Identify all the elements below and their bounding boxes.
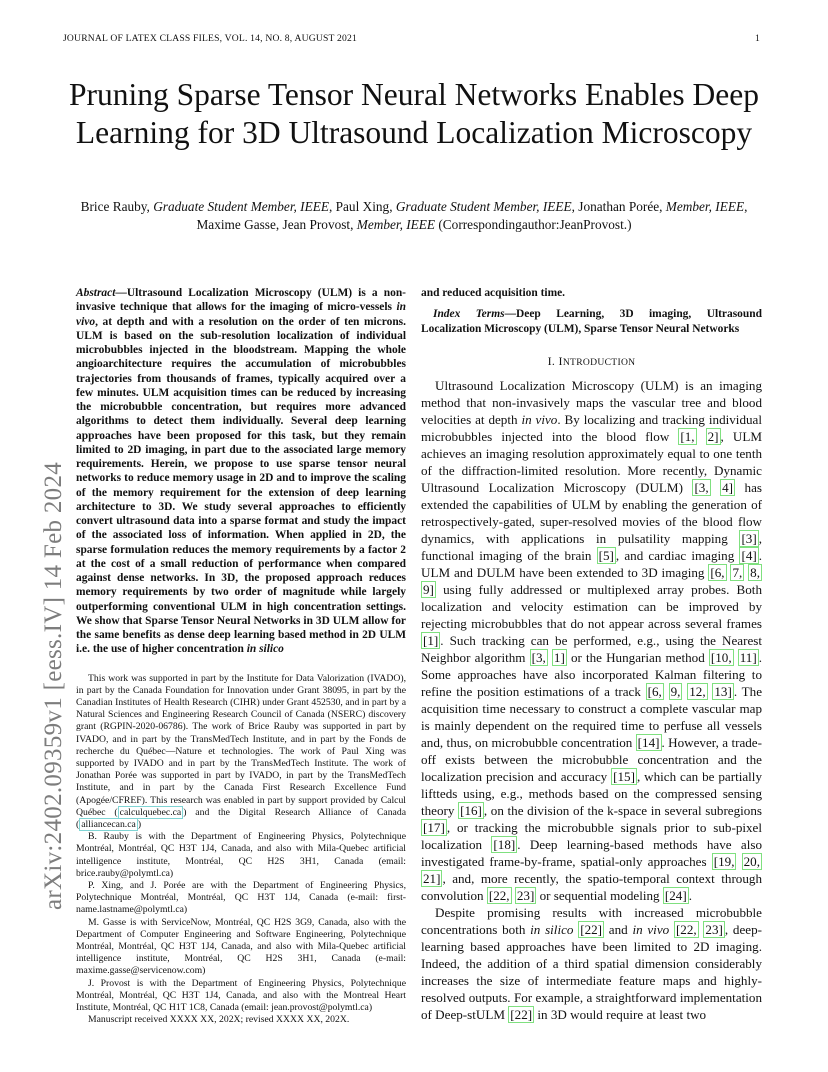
citation-link[interactable]: [22, [675,921,697,937]
page-number: 1 [755,33,760,44]
index-terms-text: —Deep Learning, 3D imaging, Ultrasound Localization Microscopy (ULM), Sparse Tensor Neural Networks [421,308,762,335]
body-text: , or tracking the microbubble signals prior to sub-pixel localization [421,819,762,852]
footnote-text: ) [137,818,142,830]
author-role: Member, IEEE [356,217,436,232]
right-column [421,286,762,1023]
footnote-manuscript: Manuscript received XXXX XX, 202X; revised XXXX XX, 202X. [88,1014,350,1026]
citation-link[interactable]: [14] [637,734,660,750]
author-role: Graduate Student Member, IEEE [395,199,572,214]
citation-link[interactable]: [22] [510,1006,533,1022]
body-text: and [604,921,633,937]
body-text: . Deep learning-based methods have also investigated frame-by-frame, spatial-only approaches [421,836,762,869]
section-number: I. [547,353,556,368]
body-text: , and cardiac imaging [615,547,740,563]
body-italic: in vivo [521,411,558,427]
citation-link[interactable]: 4] [722,479,734,495]
citation-link[interactable]: [1, [680,428,695,444]
body-text: , deep-learning based approaches have been limited to 2D imaging. Indeed, the addition of a third spatial dimension considerably increases the size of intermediate feature maps and highly-resolved outputs. For example, a straightforward implementation of Deep-stULM [421,921,762,1022]
citation-link[interactable]: [17] [423,819,445,835]
abstract-italic: in silico [246,643,284,656]
citation-link[interactable]: 1] [553,649,565,665]
footnote-text: ) and the Digital Research Alliance of Canada ( [76,806,406,830]
intro-paragraph-1 [421,377,762,904]
link-calculquebec[interactable]: calculquebec.ca [119,806,182,818]
body-text: Ultrasound Localization Microscopy (ULM) is an imaging method that non-invasively maps the vascular tree and blood velocities at depth [421,377,762,427]
citation-link[interactable]: [22] [580,921,603,937]
citation-link[interactable]: [3] [741,530,757,546]
author-text: Brice Rauby, [80,199,154,214]
body-text: . ULM and DULM have been extended to 3D imaging [421,547,763,580]
running-header: JOURNAL OF LATEX CLASS FILES, VOL. 14, NO. 8, AUGUST 2021 [63,33,357,44]
body-text: or sequential modeling [536,887,663,903]
citation-link[interactable]: [10, [710,649,732,665]
section-title-rest: NTRODUCTION [562,356,636,368]
citation-link[interactable]: [5] [598,547,614,563]
citation-link[interactable]: [19, [713,853,735,869]
citation-link[interactable]: 2] [707,428,719,444]
section-heading [421,354,762,369]
body-text: . The acquisition time necessary to construct a complete vascular map is mainly dependent on the required time to perfuse all vessels and, thus, on microbubble concentration [421,683,763,750]
author-role: Graduate Student Member, IEEE [153,199,329,214]
body-italic: in silico [530,921,574,937]
body-text: . However, a trade-off exists between the microbubble concentration and the localization precision and accuracy [421,734,762,784]
author-role: Member, IEEE [665,199,745,214]
author-text: , Maxime Gasse, Jean Provost, [196,199,748,232]
abstract-italic: in vivo [76,301,406,328]
citation-link[interactable]: [6, [710,564,725,580]
abstract-text: —Ultrasound Localization Microscopy (ULM) is a non-invasive technique that allows for the imaging of micro-vessels [76,287,406,314]
body-text: in 3D would require at least two [534,1006,707,1022]
body-text: using fully addressed or multiplexed array probes. Both localization and velocity estimation can be improved by rejecting microbubbles that do not appear across several frames [421,581,762,631]
citation-link[interactable]: [6, [647,683,662,699]
body-text: Despite promising results with increased microbubble concentrations both [421,904,762,937]
body-text: . By localizing and tracking individual microbubbles injected into the blood flow [421,411,762,444]
body-text: , and, more recently, the spatio-temporal context through convolution [421,870,762,903]
index-terms-label: Index Terms [433,308,505,321]
footnote-text: This work was supported in part by the Institute for Data Valorization (IVADO), in part by the Canada Foundation for Innovation under Grant 38095, in part by the Canadian Institutes of Health Research (CIHR) under Grant 452530, and in part by a Natural Sciences and Engineering Research Council of Canada (NSERC) discovery grant (RGPIN-2020-06786). The work of Brice Rauby was supported in part by IVADO, and in part by the TransMedTech Institute, and in part by the Fonds de recherche du Québec—Nature et technologies. The work of Paul Xing was supported by IVADO and in part by the TransMedTech Institute. The work of Jonathan Porée was supported in part by IVADO, in part by the TransMedTech Institute, and in part by the Canada First Research Excellence Fund (Apogée/CFREF). This research was enabled in part by support provided by Calcul Québec ( [76,672,406,818]
citation-link[interactable]: 21] [423,870,441,886]
citation-link[interactable]: 8, [750,564,760,580]
footnote-funding [76,673,406,832]
footnotes [76,673,406,1027]
citation-link[interactable]: [22, [488,887,510,903]
body-text: . [688,887,692,903]
intro-paragraph-2 [421,904,762,1023]
footnote-affiliation: J. Provost is with the Department of Engineering Physics, Polytechnique Montréal, Montréal, QC H3T 1J4, Canada, and also with the Montreal Heart Institute, Montréal, QC H1T 1C8, Canada (email: jean.provost@polymtl.ca) [76,977,406,1013]
citation-link[interactable]: 13] [714,683,732,699]
citation-link[interactable]: [16] [460,802,482,818]
paper-title: Pruning Sparse Tensor Neural Networks Enables Deep Learning for 3D Ultrasound Localization Microscopy [68,77,760,150]
body-text: or the Hungarian method [566,649,709,665]
abstract-continued: and reduced acquisition time. [421,287,566,299]
citation-link[interactable]: 9] [423,581,434,597]
link-alliancecan[interactable]: alliancecan.ca [81,818,136,830]
citation-link[interactable]: 23] [705,921,723,937]
citation-link[interactable]: 7, [732,564,743,580]
body-text: , functional imaging of the brain [421,530,762,563]
citation-link[interactable]: [24] [664,887,687,903]
body-text: has extended the capabilities of ULM by enabling the generation of retrospectively-gated, super-resolved movies of the blood flow dynamics, with applications in pulsatility mapping [421,479,762,546]
body-text: , ULM achieves an imaging resolution approximately equal to one tenth of the diffraction-limited resolution. More recently, Dynamic Ultrasound Localization Microscopy (DULM) [421,428,762,495]
citation-link[interactable]: 9, [670,683,681,699]
body-text: , on the division of the k-space in several subregions [483,802,762,818]
body-text: . Such tracking can be performed, e.g., using the Nearest Neighbor algorithm [421,632,762,665]
citation-link[interactable]: [15] [613,768,635,784]
body-text: , which can be partially liftteds using, e.g., methods based on the compressed sensing theory [421,768,762,818]
section-title-initial: I [558,353,563,368]
index-terms [421,307,762,336]
citation-link[interactable]: 20, [743,853,760,869]
author-list [80,198,748,234]
abstract-text: , at depth and with a resolution on the order of ten microns. ULM is based on the sub-resolution localization of individual microbubbles injected in the bloodstream. Mapping the whole angioarchitecture requires the accumulation of microbubbles trajectories from thousands of frames, typically acquired over a few minutes. ULM acquisition times can be reduced by increasing the microbubble concentration, but requires more advanced algorithms to detect them individually. Several deep learning approaches have been proposed for this task, but they remain limited to 2D imaging, in part due to the associated large memory requirements. Herein, we propose to use sparse tensor neural networks to reduce memory usage in 2D and to improve the scaling of the memory requirement for the extension of deep learning architecture to 3D. We study several approaches to efficiently convert ultrasound data into a sparse format and study the impact of the associated loss of information. When applied in 2D, the sparse formulation reduces the memory requirements by a factor 2 at the cost of a small reduction of performance when compared against dense networks. In 3D, the proposed approach reduces memory requirements by two order of magnitude while largely outperforming conventional ULM in high concentration settings. We show that Sparse Tensor Neural Networks in 3D ULM allow for the same benefits as dense deep learning based method in 2D ULM i.e. the use of higher concentration [76,315,406,656]
author-text: , Jonathan Porée, [571,199,666,214]
citation-link[interactable]: [3, [694,479,709,495]
citation-link[interactable]: [1] [423,632,439,648]
citation-link[interactable]: [18] [493,836,516,852]
author-text: , Paul Xing, [328,199,396,214]
citation-link[interactable]: 12, [689,683,706,699]
abstract [76,286,406,657]
footnote-affiliation: P. Xing, and J. Porée are with the Department of Engineering Physics, Polytechnique Montréal, Montréal, QC H3T 1J4, Canada (e-mail: first-name.lastname@polymtl.ca) [76,879,406,916]
abstract-label: Abstract [76,287,116,299]
citation-link[interactable]: [4] [741,547,757,563]
citation-link[interactable]: [3, [531,649,546,665]
footnote-affiliation: B. Rauby is with the Department of Engineering Physics, Polytechnique Montréal, Montréal, QC H3T 1J4, Canada, and also with Mila-Quebec artificial intelligence institute, Montréal, QC H2S 3H1, Canada (email: brice.rauby@polymtl.ca) [76,831,406,879]
footnote-affiliation: M. Gasse is with ServiceNow, Montréal, QC H2S 3G9, Canada, also with the Department of Computer Engineering and Software Engineering, Polytechnique Montréal, Montréal, QC H3T 1J4, Canada, and also with Mila-Quebec artificial intelligence institute, Montréal, QC H2S 3H1, Canada (e-mail: maxime.gasse@servicenow.com) [76,916,406,977]
body-italic: in vivo [632,921,670,937]
author-text: (Correspondingauthor:JeanProvost.) [435,217,632,232]
arxiv-stamp[interactable]: arXiv:2402.09359v1 [eess.IV] 14 Feb 2024 [40,461,67,910]
left-column [76,286,406,1026]
body-text: . Some approaches have also incorporated Kalman filtering to refine the position estimations of a track [421,649,762,699]
citation-link[interactable]: 23] [516,887,535,903]
citation-link[interactable]: 11] [739,649,757,665]
